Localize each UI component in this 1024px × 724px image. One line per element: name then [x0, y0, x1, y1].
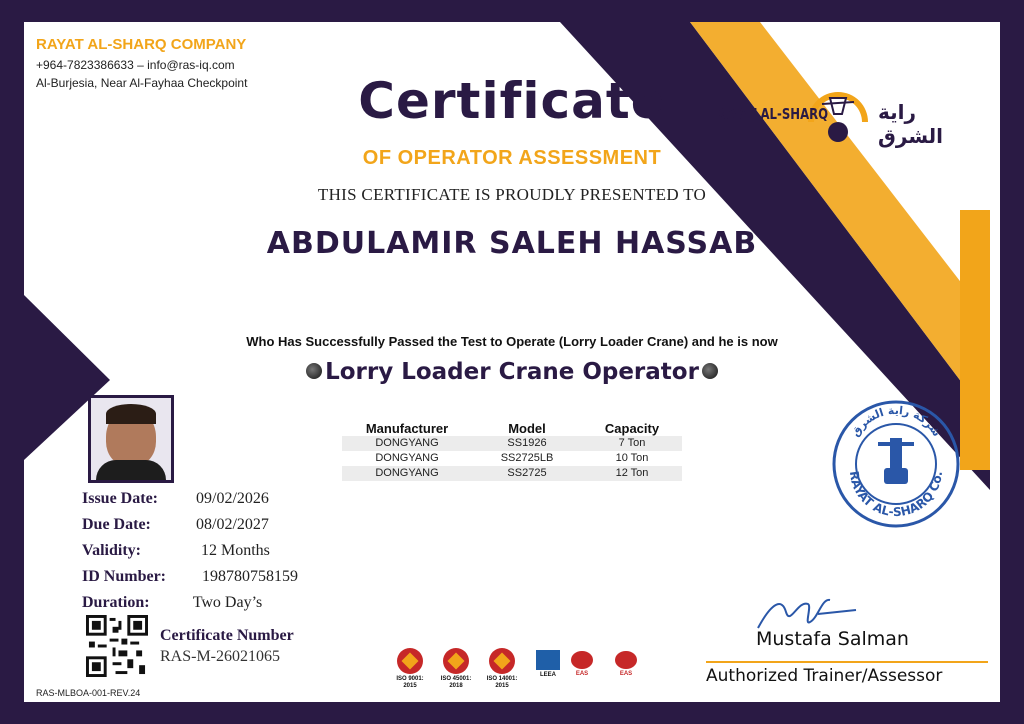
- stamp-text: RAYAT AL-SHARQ Co.: [846, 470, 946, 520]
- badge-label: EAS: [575, 671, 589, 677]
- table-cell: DONGYANG: [375, 452, 439, 464]
- column-header: Manufacturer: [365, 421, 449, 436]
- due-date-value: 08/02/2027: [196, 516, 269, 533]
- table-cell: DONGYANG: [375, 437, 439, 449]
- table-cell: 12 Ton: [615, 467, 649, 479]
- qr-code-icon: [86, 615, 148, 677]
- recipient-photo: [88, 395, 174, 483]
- recipient-name: ABDULAMIR SALEH HASSAB: [266, 226, 758, 261]
- duration-value: Two Day’s: [192, 594, 263, 611]
- table-cell: SS2725LB: [500, 452, 554, 464]
- badge-label: ISO 45001: 2018: [440, 676, 472, 689]
- duration-label: Duration:: [82, 594, 150, 611]
- eas-badge: [610, 648, 642, 678]
- id-number-label: ID Number:: [82, 568, 166, 585]
- presented-to-text: THIS CERTIFICATE IS PROUDLY PRESENTED TO: [317, 185, 707, 204]
- certificate-number-label: Certificate Number: [160, 627, 294, 644]
- accreditation-badges: [394, 648, 644, 698]
- table-cell: SS2725: [507, 467, 547, 479]
- column-header: Capacity: [604, 421, 660, 436]
- bullet-icon: [306, 363, 322, 379]
- certificate-title: Certificate: [358, 72, 666, 130]
- logo-text: RAYAT AL-SHARQ: [716, 105, 829, 123]
- leea-badge: [532, 648, 564, 679]
- validity-label: Validity:: [82, 542, 141, 559]
- table-header: [342, 421, 682, 436]
- id-number-row: [82, 568, 298, 586]
- statement-text: Who Has Successfully Passed the Test to Operate (Lorry Loader Crane) and he is now: [246, 334, 778, 349]
- validity-row: [82, 542, 270, 560]
- certificate-subtitle: OF OPERATOR ASSESSMENT: [362, 147, 662, 169]
- company-contact: +964-7823386633 – info@ras-iq.com: [36, 58, 235, 72]
- table-row: [342, 451, 682, 466]
- signer-name: Mustafa Salman: [756, 628, 909, 650]
- validity-value: 12 Months: [201, 542, 270, 559]
- badge-label: EAS: [619, 671, 633, 677]
- equipment-table: [342, 421, 682, 481]
- badge-label: ISO 9001: 2015: [396, 676, 424, 689]
- duration-row: [82, 594, 262, 612]
- svg-text:شركة راية الشرق: [849, 404, 944, 439]
- company-address: Al-Burjesia, Near Al-Fayhaa Checkpoint: [36, 76, 248, 90]
- stamp-arabic-text: شركة راية الشرق: [848, 403, 944, 439]
- company-stamp: [830, 398, 962, 530]
- eas-badge: [566, 648, 598, 678]
- due-date-row: [82, 516, 269, 534]
- due-date-label: Due Date:: [82, 516, 151, 533]
- logo-arabic-text: راية الشرق: [878, 100, 944, 148]
- table-row: [342, 466, 682, 481]
- iso-badge: [394, 648, 426, 690]
- table-row: [342, 436, 682, 451]
- issue-date-value: 09/02/2026: [196, 490, 269, 507]
- table-cell: DONGYANG: [375, 467, 439, 479]
- iso-badge: [440, 648, 472, 690]
- revision-code: RAS-MLBOA-001-REV.24: [36, 688, 141, 698]
- role-text: Lorry Loader Crane Operator: [325, 359, 699, 385]
- role-title: [0, 359, 1024, 385]
- signature-line: [706, 661, 988, 663]
- column-header: Model: [508, 421, 546, 436]
- iso-badge: [486, 648, 518, 690]
- table-cell: 10 Ton: [615, 452, 649, 464]
- id-number-value: 198780758159: [202, 568, 298, 585]
- company-name: RAYAT AL-SHARQ COMPANY: [36, 36, 247, 53]
- badge-label: ISO 14001: 2015: [486, 676, 518, 689]
- table-cell: 7 Ton: [618, 437, 646, 449]
- badge-label: LEEA: [539, 672, 556, 678]
- issue-date-label: Issue Date:: [82, 490, 158, 507]
- certificate-number-value: RAS-M-26021065: [160, 648, 281, 665]
- table-cell: SS1926: [507, 437, 547, 449]
- bullet-icon: [702, 363, 718, 379]
- signer-title: Authorized Trainer/Assessor: [706, 666, 943, 686]
- issue-date-row: [82, 490, 269, 508]
